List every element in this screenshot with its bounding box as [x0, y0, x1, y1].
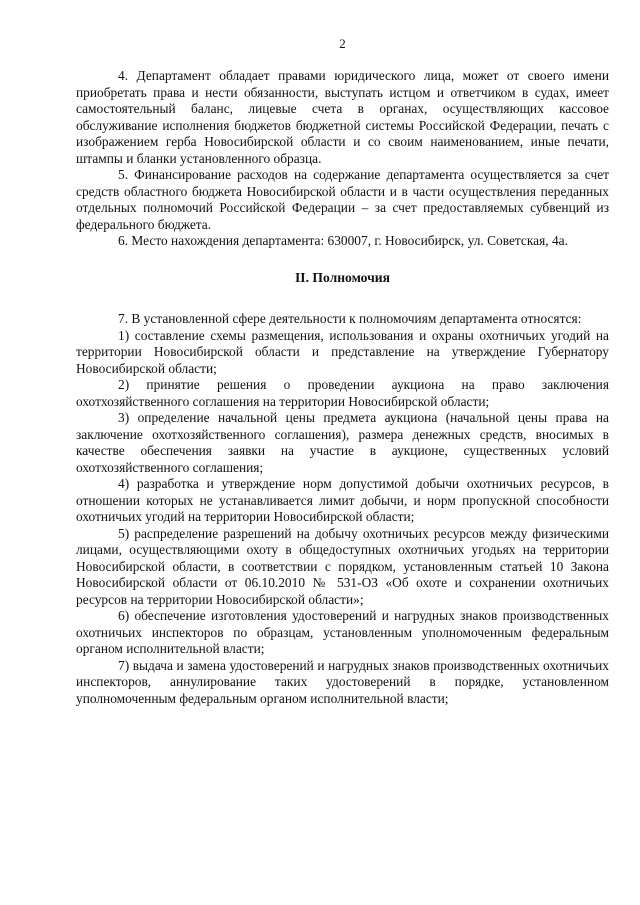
- paragraph-5: 5. Финансирование расходов на содержание департамента осуществляется за счет средств областного бюджета Новосибирской области и в части осуществления переданных отдельных полномочий Российской Федерации – за счет предоставляемых субвенций из федерального бюджета.: [76, 167, 609, 232]
- paragraph-7: 7. В установленной сфере деятельности к полномочиям департамента относятся:: [118, 311, 582, 326]
- section-heading: II. Полномочия: [295, 269, 390, 285]
- page-number: 2: [339, 36, 346, 51]
- list-item-2: 2) принятие решения о проведении аукциона на право заключения охотхозяйственного соглашения на территории Новосибирской области;: [76, 377, 609, 409]
- document-body: [76, 68, 609, 707]
- list-item-4: 4) разработка и утверждение норм допустимой добычи охотничьих ресурсов, в отношении которых не устанавливается лимит добычи, и норм пропускной способности охотничьих угодий на территории Новосибирской области;: [76, 476, 609, 524]
- list-item-3: 3) определение начальной цены предмета аукциона (начальной цены права на заключение охотхозяйственного соглашения), размера денежных средств, вносимых в качестве обеспечения заявки на участие в аукционе, существенных условий охотхозяйственного соглашения;: [76, 410, 609, 475]
- list-item-1: 1) составление схемы размещения, использования и охраны охотничьих угодий на территории Новосибирской области и представление на утверждение Губернатору Новосибирской области;: [76, 327, 609, 376]
- paragraph-4: 4. Департамент обладает правами юридического лица, может от своего имени приобретать права и нести обязанности, выступать истцом и ответчиком в судах, имеет самостоятельный баланс, лицевые счета в органах, осуществляющих кассовое обслуживание исполнения бюджетов бюджетной системы Российской Федерации, печать с изображением герба Новосибирской области и со своим наименованием, иные печати, штампы и бланки установленного образца.: [76, 68, 609, 166]
- list-item-6: 6) обеспечение изготовления удостоверений и нагрудных знаков производственных охотничьих инспекторов по образцам, установленным уполномоченным федеральным органом исполнительной власти;: [76, 608, 609, 656]
- paragraph-6: 6. Место нахождения департамента: 630007, г. Новосибирск, ул. Советская, 4а.: [118, 233, 568, 248]
- list-item-5: 5) распределение разрешений на добычу охотничьих ресурсов между физическими лицами, осуществляющими охоту в общедоступных охотничьих угодьях на территории Новосибирской области, в соответствии с порядком, установленным статьей 10 Закона Новосибирской области от 06.10.2010 № 531-ОЗ «Об охоте и сохранении охотничьих ресурсов на территории Новосибирской области»;: [76, 525, 609, 607]
- list-item-7: 7) выдача и замена удостоверений и нагрудных знаков производственных охотничьих инспекторов, аннулирование таких удостоверений в порядке, установленном уполномоченным федеральным органом исполнительной власти;: [76, 657, 609, 706]
